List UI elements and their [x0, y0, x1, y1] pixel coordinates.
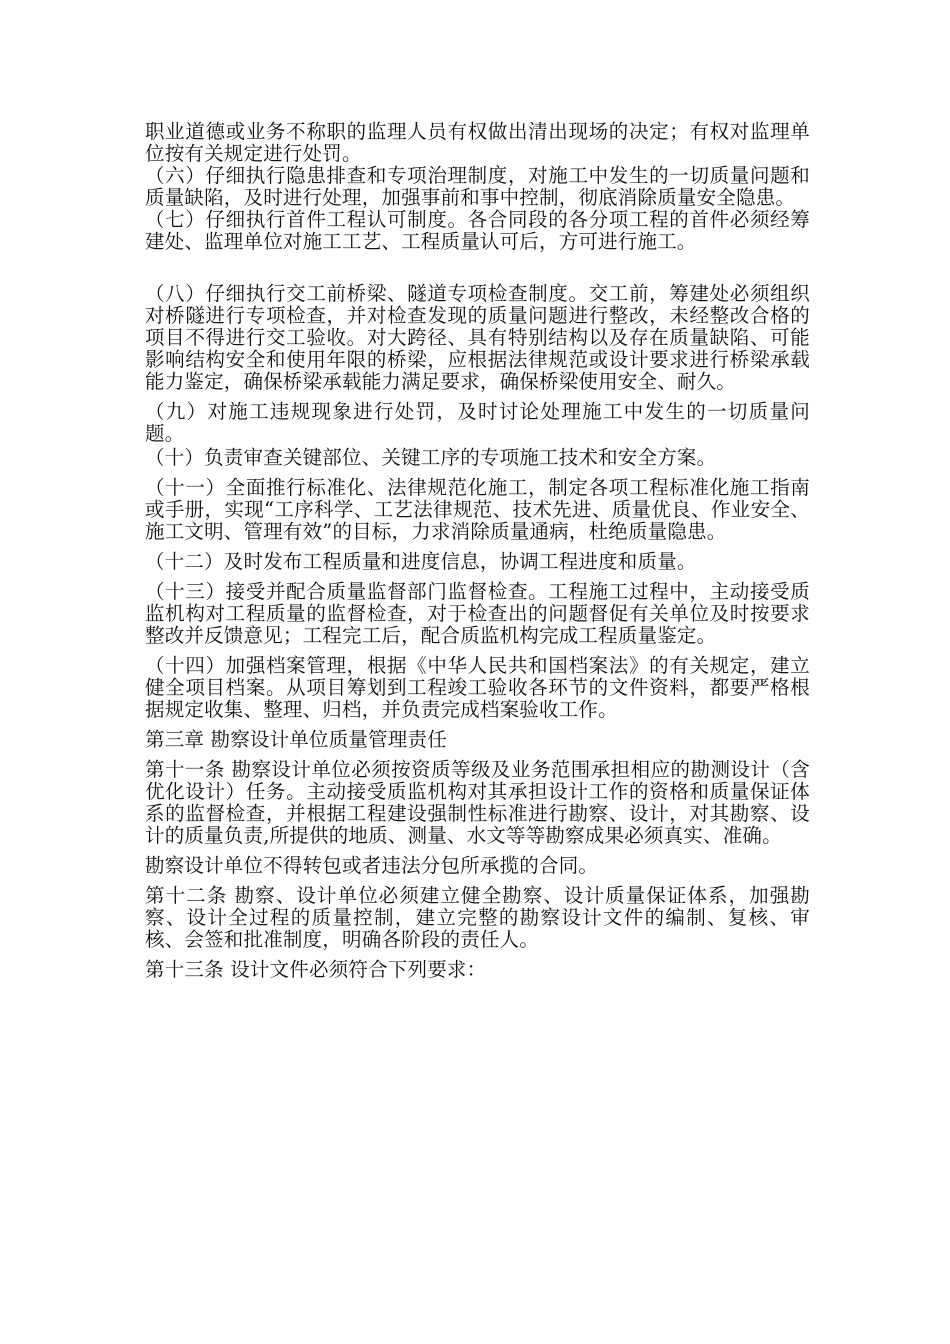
paragraph-item-14: （十四）加强档案管理，根据《中华人民共和国档案法》的有关规定，建立健全项目档案。从项目筹划到工程竣工验收各环节的文件资料，都要严格根据规定收集、整理、归档，并负责完成档案验收工作。 [145, 654, 810, 721]
paragraph-item-7: （七）仔细执行首件工程认可制度。各合同段的各分项工程的首件必须经筹建处、监理单位对施工工艺、工程质量认可后，方可进行施工。 [145, 208, 810, 253]
paragraph-item-10: （十）负责审查关键部位、关键工序的专项施工技术和安全方案。 [145, 446, 717, 469]
article-11-note: 勘察设计单位不得转包或者违法分包所承揽的合同。 [145, 854, 599, 877]
document-body [145, 121, 810, 981]
paragraph-continuation: 职业道德或业务不称职的监理人员有权做出清出现场的决定；有权对监理单位按有关规定进行处罚。 [145, 120, 810, 165]
article-13: 第十三条 设计文件必须符合下列要求： [145, 958, 487, 981]
chapter-heading: 第三章 勘察设计单位质量管理责任 [145, 728, 447, 751]
paragraph-item-8: （八）仔细执行交工前桥梁、隧道专项检查制度。交工前，筹建处必须组织对桥隧进行专项检查，并对检查发现的质量问题进行整改，未经整改合格的项目不得进行交工验收。对大跨径、具有特别结构以及存在质量缺陷、可能影响结构安全和使用年限的桥梁，应根据法律规范或设计要求进行桥梁承载能力鉴定，确保桥梁承载能力满足要求，确保桥梁使用安全、耐久。 [145, 282, 810, 393]
article-12: 第十二条 勘察、设计单位必须建立健全勘察、设计质量保证体系，加强勘察、设计全过程的质量控制，建立完整的勘察设计文件的编制、复核、审核、会签和批准制度，明确各阶段的责任人。 [145, 884, 810, 951]
paragraph-item-11: （十一）全面推行标准化、法律规范化施工，制定各项工程标准化施工指南或手册，实现“工序科学、工艺法律规范、技术先进、质量优良、作业安全、施工文明、管理有效”的目标，力求消除质量通病，杜绝质量隐患。 [145, 476, 810, 543]
paragraph-item-12: （十二）及时发布工程质量和进度信息，协调工程进度和质量。 [145, 550, 697, 573]
article-11: 第十一条 勘察设计单位必须按资质等级及业务范围承担相应的勘测设计（含优化设计）任务。主动接受质监机构对其承担设计工作的资格和质量保证体系的监督检查，并根据工程建设强制性标准进行勘察、设计，对其勘察、设计的质量负责,所提供的地质、测量、水文等等勘察成果必须真实、准确。 [145, 758, 810, 847]
paragraph-item-6: （六）仔细执行隐患排查和专项治理制度，对施工中发生的一切质量问题和质量缺陷，及时进行处理，加强事前和事中控制，彻底消除质量安全隐患。 [145, 164, 810, 209]
paragraph-item-9: （九）对施工违规现象进行处罚，及时讨论处理施工中发生的一切质量问题。 [145, 400, 810, 445]
paragraph-item-13: （十三）接受并配合质量监督部门监督检查。工程施工过程中，主动接受质监机构对工程质量的监督检查，对于检查出的问题督促有关单位及时按要求整改并反馈意见；工程完工后，配合质监机构完成工程质量鉴定。 [145, 580, 810, 647]
